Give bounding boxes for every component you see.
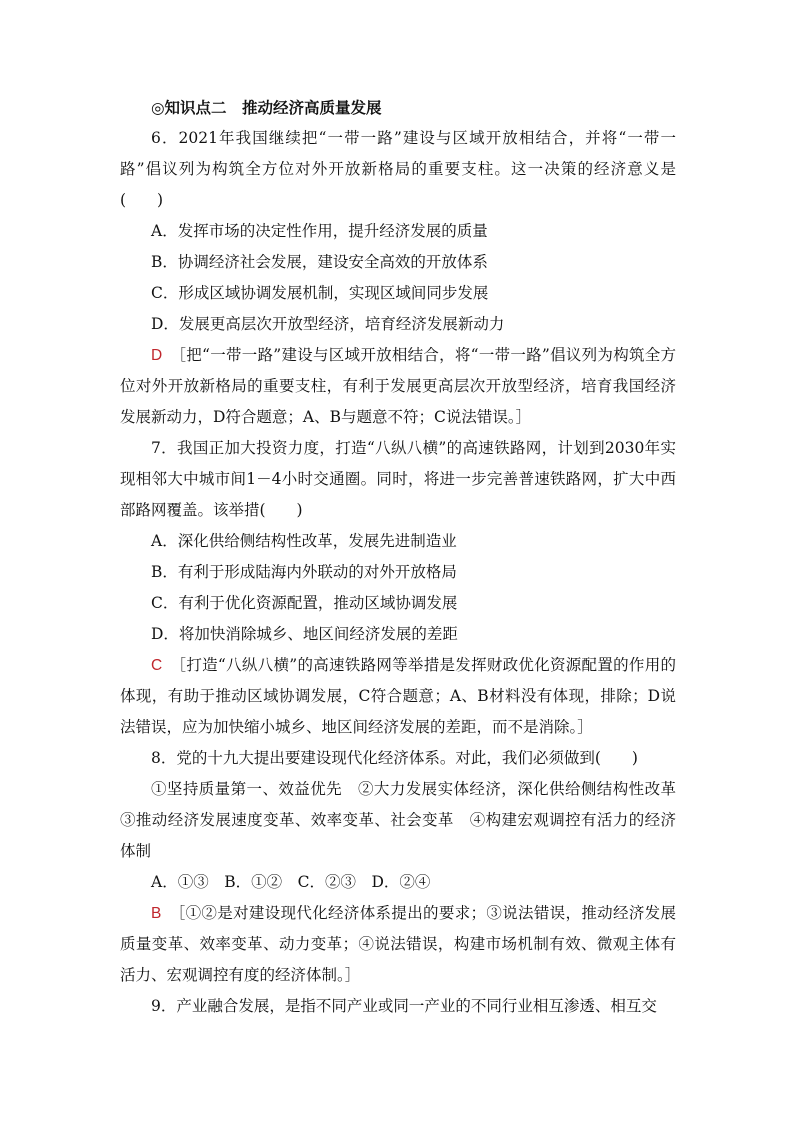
question-7-option-d: D．将加快消除城乡、地区间经济发展的差距 [151, 625, 458, 643]
question-7-option-a: A．深化供给侧结构性改革，发展先进制造业 [151, 532, 457, 550]
question-9-stem: 9．产业融合发展，是指不同产业或同一产业的不同行业相互渗透、相互交 [151, 997, 657, 1015]
question-6-option-b: B．协调经济社会发展，建设安全高效的开放体系 [151, 253, 488, 271]
question-7-explanation: ［打造“八纵八横”的高速铁路网等举措是发挥财政优化资源配置的作用的体现，有助于推动区域协调发展，C符合题意；A、B材料没有体现，排除；D说法错误，应为加快缩小城乡、地区间经济发展的差距，而不是消除。］ [120, 656, 676, 736]
question-6-option-d: D．发展更高层次开放型经济，培育经济发展新动力 [151, 315, 505, 333]
question-6-stem: 6．2021年我国继续把“一带一路”建设与区域开放相结合，并将“一带一路”倡议列为构筑全方位对外开放新格局的重要支柱。这一决策的经济意义是( ) [120, 129, 676, 209]
question-8-answer-letter: B [151, 905, 162, 922]
question-6-option-a: A．发挥市场的决定性作用，提升经济发展的质量 [151, 222, 488, 240]
question-8-statements: ①坚持质量第一、效益优先 ②大力发展实体经济，深化供给侧结构性改革 ③推动经济发展速度变革、效率变革、社会变革 ④构建宏观调控有活力的经济体制 [120, 780, 692, 860]
question-7-option-c: C．有利于优化资源配置，推动区域协调发展 [151, 594, 458, 612]
question-6-answer-letter: D [151, 347, 163, 364]
question-6-answer [120, 340, 676, 433]
question-8-explanation: ［①②是对建设现代化经济体系提出的要求；③说法错误，推动经济发展质量变革、效率变革、动力变革；④说法错误，构建市场机制有效、微观主体有活力、宏观调控有度的经济体制。］ [120, 904, 676, 984]
question-6-explanation: ［把“一带一路”建设与区域开放相结合，将“一带一路”倡议列为构筑全方位对外开放新格局的重要支柱，有利于发展更高层次开放型经济，培育我国经济发展新动力，D符合题意；A、B与题意不符；C说法错误。］ [120, 346, 676, 426]
page-content [120, 92, 692, 1022]
question-7-stem: 7．我国正加大投资力度，打造“八纵八横”的高速铁路网，计划到2030年实现相邻大中城市间1－4小时交通圈。同时，将进一步完善普速铁路网，扩大中西部路网覆盖。该举措( ) [120, 439, 676, 519]
question-7-answer-letter: C [151, 657, 163, 674]
question-7-option-b: B．有利于形成陆海内外联动的对外开放格局 [151, 563, 457, 581]
question-8-options: A．①③ B．①② C．②③ D．②④ [151, 873, 431, 891]
section-heading: ◎知识点二 推动经济高质量发展 [151, 98, 382, 117]
question-7-answer [120, 650, 676, 743]
question-6-option-c: C．形成区域协调发展机制，实现区域间同步发展 [151, 284, 489, 302]
question-8-stem: 8．党的十九大提出要建设现代化经济体系。对此，我们必须做到( ) [151, 749, 638, 767]
question-8-answer [120, 898, 676, 991]
